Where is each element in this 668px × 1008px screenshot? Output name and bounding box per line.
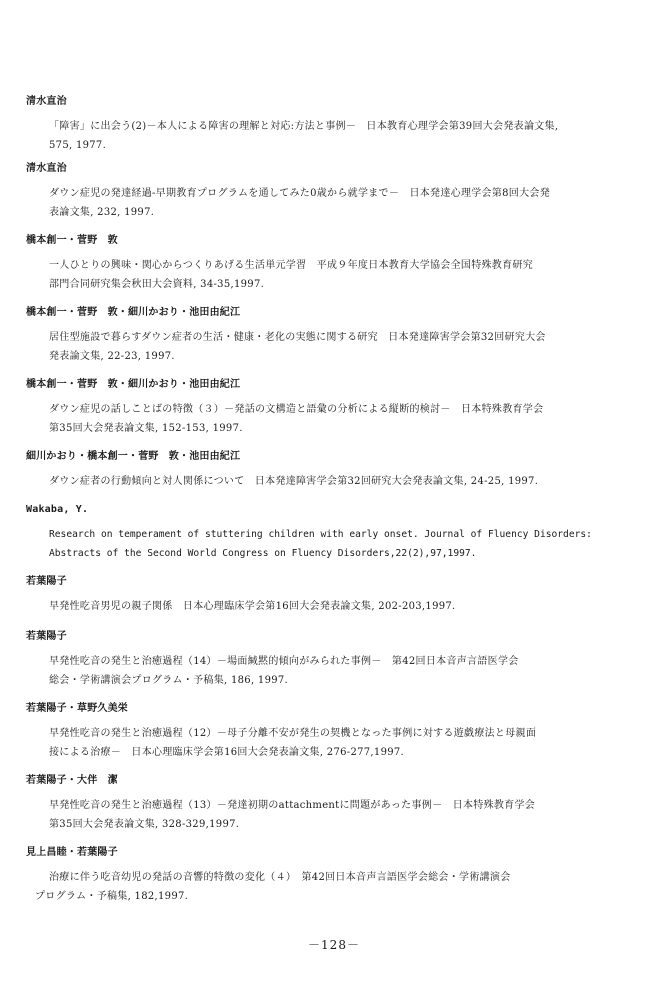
citation-line: 発表論文集, 22-23, 1997. — [49, 351, 175, 362]
citation-line: 575, 1977. — [49, 140, 107, 151]
bibliography-entry — [26, 575, 650, 616]
citation-line: プログラム・予稿集, 182,1997. — [35, 891, 189, 902]
citation-line: 部門合同研究集会秋田大会資料, 34-35,1997. — [49, 279, 265, 290]
entry-citation — [49, 328, 650, 366]
entry-author: 見上昌睦・若葉陽子 — [26, 847, 118, 858]
bibliography-entry — [26, 702, 650, 762]
bibliography-entry — [26, 630, 650, 690]
entry-author: Wakaba, Y. — [26, 504, 89, 515]
bibliography-entry — [26, 450, 650, 491]
bibliography-entry — [26, 306, 650, 366]
entry-citation — [49, 472, 650, 491]
bibliography-entry — [26, 162, 650, 222]
entry-author: 若葉陽子・草野久美栄 — [26, 703, 128, 714]
entry-author: 橋本創一・菅野 敦 — [26, 235, 118, 246]
bibliography-entry — [26, 846, 650, 906]
bibliography-entry — [26, 774, 650, 834]
entry-author: 若葉陽子・大伴 潔 — [26, 775, 118, 786]
bibliography-entry — [26, 234, 650, 294]
entry-author: 清水直治 — [26, 96, 67, 107]
entry-citation — [49, 597, 650, 616]
citation-line: Research on temperament of stuttering children with early onset. Journal of Fluency Disorders: — [49, 529, 592, 540]
entry-citation — [49, 256, 650, 294]
citation-line: 総会・学術講演会プログラム・予稿集, 186, 1997. — [49, 675, 289, 686]
entry-author: 清水直治 — [26, 163, 67, 174]
citation-line: 早発性吃音の発生と治癒過程（12）－母子分離不安が発生の契機となった事例に対する遊戯療法と母親面 — [49, 728, 537, 739]
entry-author: 若葉陽子 — [26, 631, 67, 642]
entry-citation — [49, 400, 650, 438]
bibliography-entry — [26, 378, 650, 438]
citation-line: 「障害」に出会う(2)－本人による障害の理解と対応:方法と事例－ 日本教育心理学会第39回大会発表論文集, — [49, 121, 559, 132]
citation-line: 早発性吃音の発生と治癒過程（14）－場面緘黙的傾向がみられた事例－ 第42回日本音声言語医学会 — [49, 656, 519, 667]
entry-author: 橋本創一・菅野 敦・細川かおり・池田由紀江 — [26, 307, 241, 318]
bibliography-entry — [26, 503, 650, 563]
citation-line: 居住型施設で暮らすダウン症者の生活・健康・老化の実態に関する研究 日本発達障害学会第32回研究大会 — [49, 332, 546, 343]
citation-line: 表論文集, 232, 1997. — [49, 207, 155, 218]
citation-line: 第35回大会発表論文集, 328-329,1997. — [49, 819, 240, 830]
citation-line: ダウン症児の話しことばの特徴（３）－発話の文構造と語彙の分析による縦断的検討－ 日本特殊教育学会 — [49, 404, 544, 415]
entry-citation — [49, 184, 650, 222]
citation-line: ダウン症者の行動傾向と対人関係について 日本発達障害学会第32回研究大会発表論文集, 24-25, 1997. — [49, 476, 539, 487]
entry-author: 細川かおり・橋本創一・菅野 敦・池田由紀江 — [26, 451, 241, 462]
citation-line: 治療に伴う吃音幼児の発話の音響的特徴の変化（４） 第42回日本音声言語医学会総会・学術講演会 — [49, 872, 511, 883]
citation-line: 一人ひとりの興味・関心からつくりあげる生活単元学習 平成９年度日本教育大学協会全国特殊教育研究 — [49, 260, 533, 271]
entry-citation — [49, 652, 650, 690]
entry-author: 若葉陽子 — [26, 576, 67, 587]
citation-line: 早発性吃音男児の親子関係 日本心理臨床学会第16回大会発表論文集, 202-203,1997. — [49, 601, 456, 612]
entry-citation — [49, 796, 650, 834]
entry-citation — [35, 868, 650, 906]
citation-line: 接による治療－ 日本心理臨床学会第16回大会発表論文集, 276-277,1997. — [49, 747, 405, 758]
entry-citation — [49, 525, 650, 563]
citation-line: Abstracts of the Second World Congress on Fluency Disorders,22(2),97,1997. — [49, 548, 477, 559]
entry-citation — [49, 117, 650, 155]
entry-citation — [49, 724, 650, 762]
citation-line: ダウン症児の発達経過-早期教育プログラムを通してみた0歳から就学まで－ 日本発達心理学会第8回大会発 — [49, 188, 551, 199]
citation-line: 第35回大会発表論文集, 152-153, 1997. — [49, 423, 243, 434]
page-number: －128－ — [308, 938, 360, 952]
bibliography-entry — [26, 95, 650, 155]
entry-author: 橋本創一・菅野 敦・細川かおり・池田由紀江 — [26, 379, 241, 390]
citation-line: 早発性吃音の発生と治癒過程（13）－発達初期のattachmentに問題があった事例－ 日本特殊教育学会 — [49, 800, 536, 811]
